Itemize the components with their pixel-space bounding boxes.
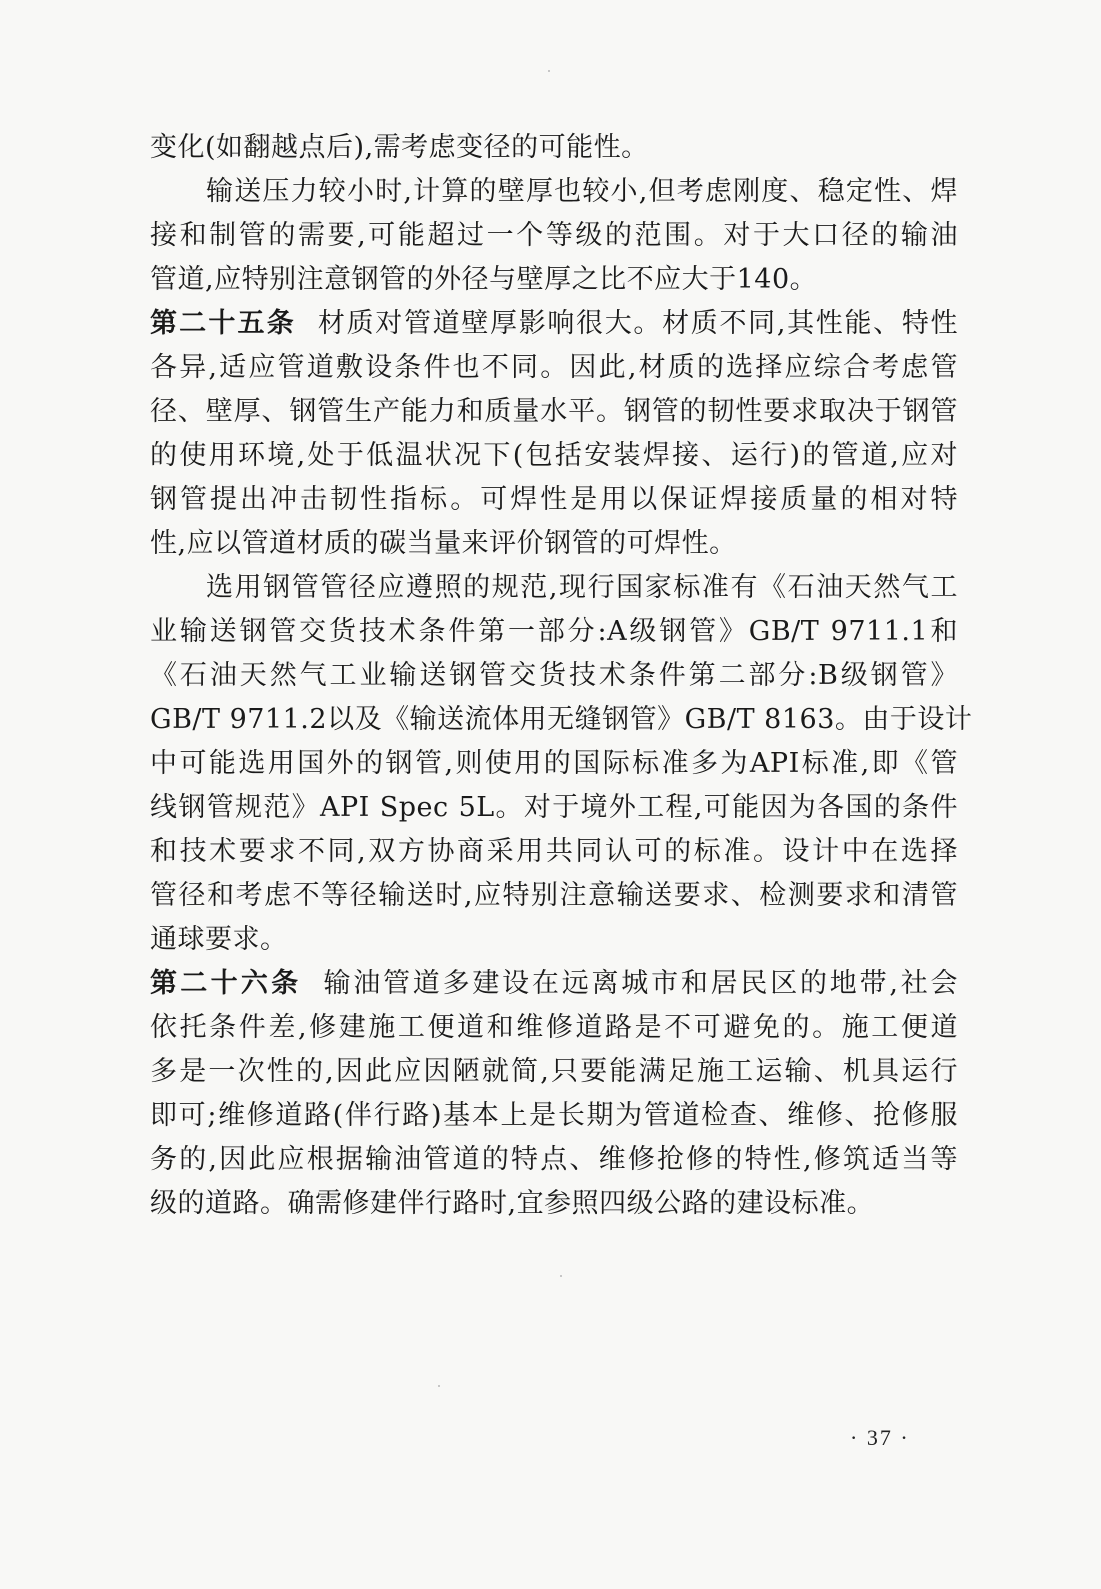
scan-speck [548, 70, 550, 72]
text-line: 依托条件差,修建施工便道和维修道路是不可避免的。施工便道 [150, 1012, 958, 1043]
article-25-first-line [150, 302, 958, 346]
text-line: 《石油天然气工业输送钢管交货技术条件第二部分:B级钢管》 [150, 660, 958, 691]
text-line: 通球要求。 [150, 924, 288, 955]
text-line: 的使用环境,处于低温状况下(包括安装焊接、运行)的管道,应对 [150, 440, 958, 471]
text-line: 和技术要求不同,双方协商采用共同认可的标准。设计中在选择 [150, 836, 958, 867]
article-26-first-line [150, 962, 958, 1006]
text-line: 钢管提出冲击韧性指标。可焊性是用以保证焊接质量的相对特 [150, 484, 958, 515]
text-line: 接和制管的需要,可能超过一个等级的范围。对于大口径的输油 [150, 220, 958, 251]
text-line: 变化(如翻越点后),需考虑变径的可能性。 [150, 132, 649, 163]
scan-speck [560, 1275, 562, 1277]
scan-speck [438, 1385, 440, 1387]
text-line: 输油管道多建设在远离城市和居民区的地带,社会 [323, 968, 959, 999]
page-number: · 37 · [850, 1425, 910, 1450]
text-line: 选用钢管管径应遵照的规范,现行国家标准有《石油天然气工 [206, 572, 958, 603]
text-line: 材质对管道壁厚影响很大。材质不同,其性能、特性 [317, 308, 959, 339]
article-25-heading: 第二十五条 [150, 308, 296, 339]
text-line: 性,应以管道材质的碳当量来评价钢管的可焊性。 [150, 528, 737, 559]
text-line: 业输送钢管交货技术条件第一部分:A级钢管》GB/T 9711.1和 [150, 616, 958, 647]
text-line: 输送压力较小时,计算的壁厚也较小,但考虑刚度、稳定性、焊 [206, 176, 958, 207]
text-line: 线钢管规范》API Spec 5L。对于境外工程,可能因为各国的条件 [150, 792, 958, 823]
text-line: 中可能选用国外的钢管,则使用的国际标准多为API标准,即《管 [150, 748, 958, 779]
text-line: 管道,应特别注意钢管的外径与壁厚之比不应大于140。 [150, 264, 818, 295]
text-line: 管径和考虑不等径输送时,应特别注意输送要求、检测要求和清管 [150, 880, 958, 911]
text-line: GB/T 9711.2以及《输送流体用无缝钢管》GB/T 8163。由于设计 [150, 704, 973, 735]
text-line: 即可;维修道路(伴行路)基本上是长期为管道检查、维修、抢修服 [150, 1100, 958, 1131]
text-line: 多是一次性的,因此应因陋就简,只要能满足施工运输、机具运行 [150, 1056, 958, 1087]
article-26-heading: 第二十六条 [150, 968, 302, 999]
text-line: 各异,适应管道敷设条件也不同。因此,材质的选择应综合考虑管 [150, 352, 958, 383]
text-line: 级的道路。确需修建伴行路时,宜参照四级公路的建设标准。 [150, 1188, 875, 1219]
text-line: 务的,因此应根据输油管道的特点、维修抢修的特性,修筑适当等 [150, 1144, 958, 1175]
text-line: 径、壁厚、钢管生产能力和质量水平。钢管的韧性要求取决于钢管 [150, 396, 958, 427]
